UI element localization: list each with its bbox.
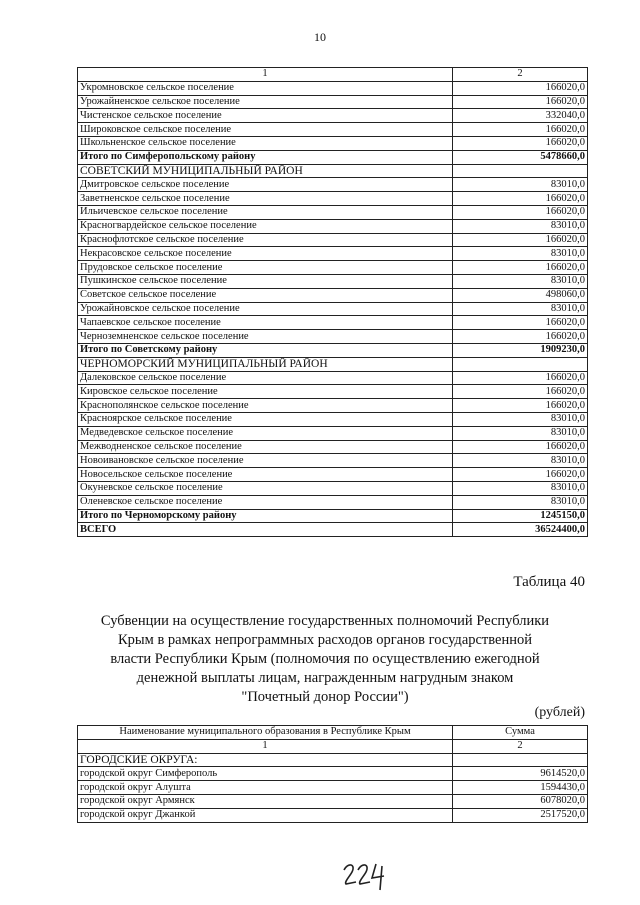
table-row xyxy=(78,371,588,385)
column-number-2: 2 xyxy=(453,68,588,82)
amount-value xyxy=(453,164,588,178)
units-label: (рублей) xyxy=(534,705,585,720)
column-number-row xyxy=(78,739,588,753)
table-row xyxy=(78,95,588,109)
caption-line: "Почетный донор России") xyxy=(241,689,409,705)
municipality-name: городской округ Армянск xyxy=(78,794,453,808)
amount-value: 332040,0 xyxy=(453,109,588,123)
total-row xyxy=(78,150,588,164)
table-row xyxy=(78,247,588,261)
municipality-name: Красногвардейское сельское поселение xyxy=(78,219,453,233)
amount-value: 166020,0 xyxy=(453,399,588,413)
table-row xyxy=(78,205,588,219)
column-header-sum: Сумма xyxy=(453,726,588,740)
table-row xyxy=(78,330,588,344)
municipality-name: Ильичевское сельское поселение xyxy=(78,205,453,219)
table-row xyxy=(78,385,588,399)
total-row xyxy=(78,509,588,523)
section-row xyxy=(78,164,588,178)
municipality-name: Краснофлотское сельское поселение xyxy=(78,233,453,247)
municipality-name: Красноярское сельское поселение xyxy=(78,412,453,426)
municipality-name: Школьненское сельское поселение xyxy=(78,136,453,150)
amount-value: 166020,0 xyxy=(453,95,588,109)
municipality-name: ГОРОДСКИЕ ОКРУГА: xyxy=(78,753,453,767)
amount-value: 166020,0 xyxy=(453,205,588,219)
table-row xyxy=(78,399,588,413)
amount-value: 166020,0 xyxy=(453,440,588,454)
table-row xyxy=(78,192,588,206)
amount-value: 83010,0 xyxy=(453,495,588,509)
amount-value: 1909230,0 xyxy=(453,343,588,357)
section-row xyxy=(78,357,588,371)
municipality-name: городской округ Алушта xyxy=(78,781,453,795)
amount-value: 9614520,0 xyxy=(453,767,588,781)
table-row xyxy=(78,440,588,454)
municipality-name: Итого по Советскому району xyxy=(78,343,453,357)
amount-value: 5478660,0 xyxy=(453,150,588,164)
municipality-name: Далековское сельское поселение xyxy=(78,371,453,385)
handwritten-page-signature xyxy=(340,860,400,894)
amount-value: 83010,0 xyxy=(453,426,588,440)
municipality-name: Кировское сельское поселение xyxy=(78,385,453,399)
municipality-name: Итого по Симферопольскому району xyxy=(78,150,453,164)
amount-value: 166020,0 xyxy=(453,192,588,206)
table-row xyxy=(78,808,588,822)
caption-line: денежной выплаты лицам, награжденным нагрудным знаком xyxy=(136,670,514,686)
table-row xyxy=(78,288,588,302)
amount-value: 166020,0 xyxy=(453,316,588,330)
caption-line: власти Республики Крым (полномочия по осуществлению ежегодной xyxy=(110,651,540,667)
municipality-name: Краснополянское сельское поселение xyxy=(78,399,453,413)
amount-value: 83010,0 xyxy=(453,219,588,233)
table-row xyxy=(78,316,588,330)
municipality-name: Чапаевское сельское поселение xyxy=(78,316,453,330)
table-row xyxy=(78,454,588,468)
municipality-name: Урожайновское сельское поселение xyxy=(78,302,453,316)
municipality-name: ВСЕГО xyxy=(78,523,453,537)
table-row xyxy=(78,274,588,288)
table-row xyxy=(78,481,588,495)
municipality-name: Широковское сельское поселение xyxy=(78,123,453,137)
municipality-name: городской округ Джанкой xyxy=(78,808,453,822)
municipality-name: Межводненское сельское поселение xyxy=(78,440,453,454)
amount-value: 83010,0 xyxy=(453,302,588,316)
municipality-name: Медведевское сельское поселение xyxy=(78,426,453,440)
table-row xyxy=(78,468,588,482)
municipality-name: Некрасовское сельское поселение xyxy=(78,247,453,261)
column-header-name: Наименование муниципального образования в Республике Крым xyxy=(78,726,453,740)
municipality-name: Советское сельское поселение xyxy=(78,288,453,302)
municipality-name: ЧЕРНОМОРСКИЙ МУНИЦИПАЛЬНЫЙ РАЙОН xyxy=(78,357,453,371)
amount-value: 166020,0 xyxy=(453,81,588,95)
amount-value: 166020,0 xyxy=(453,123,588,137)
table-row xyxy=(78,136,588,150)
table-row xyxy=(78,81,588,95)
table-row xyxy=(78,109,588,123)
municipality-name: Чистенское сельское поселение xyxy=(78,109,453,123)
municipality-name: Прудовское сельское поселение xyxy=(78,261,453,275)
amount-value: 83010,0 xyxy=(453,481,588,495)
table-row xyxy=(78,426,588,440)
municipality-name: Урожайненское сельское поселение xyxy=(78,95,453,109)
table-row xyxy=(78,219,588,233)
amount-value xyxy=(453,753,588,767)
municipality-name: Итого по Черноморскому району xyxy=(78,509,453,523)
subsidy-table-continued xyxy=(77,67,588,537)
municipality-name: Черноземненское сельское поселение xyxy=(78,330,453,344)
amount-value: 2517520,0 xyxy=(453,808,588,822)
amount-value: 83010,0 xyxy=(453,454,588,468)
table-caption xyxy=(70,612,580,707)
municipality-name: Новоивановское сельское поселение xyxy=(78,454,453,468)
column-number-1: 1 xyxy=(78,739,453,753)
total-row xyxy=(78,343,588,357)
municipality-name: Оленевское сельское поселение xyxy=(78,495,453,509)
table-row xyxy=(78,781,588,795)
amount-value: 498060,0 xyxy=(453,288,588,302)
caption-line: Крым в рамках непрограммных расходов органов государственной xyxy=(117,632,532,648)
amount-value: 166020,0 xyxy=(453,371,588,385)
amount-value: 83010,0 xyxy=(453,247,588,261)
table-row xyxy=(78,233,588,247)
municipality-name: Пушкинское сельское поселение xyxy=(78,274,453,288)
amount-value: 166020,0 xyxy=(453,136,588,150)
donor-subsidy-table xyxy=(77,725,588,823)
table-row xyxy=(78,302,588,316)
amount-value: 166020,0 xyxy=(453,385,588,399)
amount-value: 83010,0 xyxy=(453,178,588,192)
table-row xyxy=(78,178,588,192)
amount-value: 166020,0 xyxy=(453,330,588,344)
municipality-name: СОВЕТСКИЙ МУНИЦИПАЛЬНЫЙ РАЙОН xyxy=(78,164,453,178)
municipality-name: Дмитровское сельское поселение xyxy=(78,178,453,192)
table-row xyxy=(78,495,588,509)
column-number-row xyxy=(78,68,588,82)
municipality-name: Новосельское сельское поселение xyxy=(78,468,453,482)
amount-value: 1245150,0 xyxy=(453,509,588,523)
column-number-1: 1 xyxy=(78,68,453,82)
table-row xyxy=(78,794,588,808)
table-row xyxy=(78,412,588,426)
municipality-name: Укромновское сельское поселение xyxy=(78,81,453,95)
amount-value: 83010,0 xyxy=(453,412,588,426)
amount-value: 1594430,0 xyxy=(453,781,588,795)
amount-value: 83010,0 xyxy=(453,274,588,288)
amount-value: 166020,0 xyxy=(453,468,588,482)
amount-value: 166020,0 xyxy=(453,233,588,247)
amount-value xyxy=(453,357,588,371)
section-row xyxy=(78,753,588,767)
table-row xyxy=(78,261,588,275)
column-header-row xyxy=(78,726,588,740)
column-number-2: 2 xyxy=(453,739,588,753)
municipality-name: городской округ Симферополь xyxy=(78,767,453,781)
amount-value: 36524400,0 xyxy=(453,523,588,537)
amount-value: 6078020,0 xyxy=(453,794,588,808)
total-row xyxy=(78,523,588,537)
table-row xyxy=(78,767,588,781)
municipality-name: Заветненское сельское поселение xyxy=(78,192,453,206)
municipality-name: Окуневское сельское поселение xyxy=(78,481,453,495)
page-number: 10 xyxy=(314,30,326,44)
amount-value: 166020,0 xyxy=(453,261,588,275)
caption-line: Субвенции на осуществление государственных полномочий Республики xyxy=(100,613,550,629)
table-row xyxy=(78,123,588,137)
table-label: Таблица 40 xyxy=(513,574,585,590)
